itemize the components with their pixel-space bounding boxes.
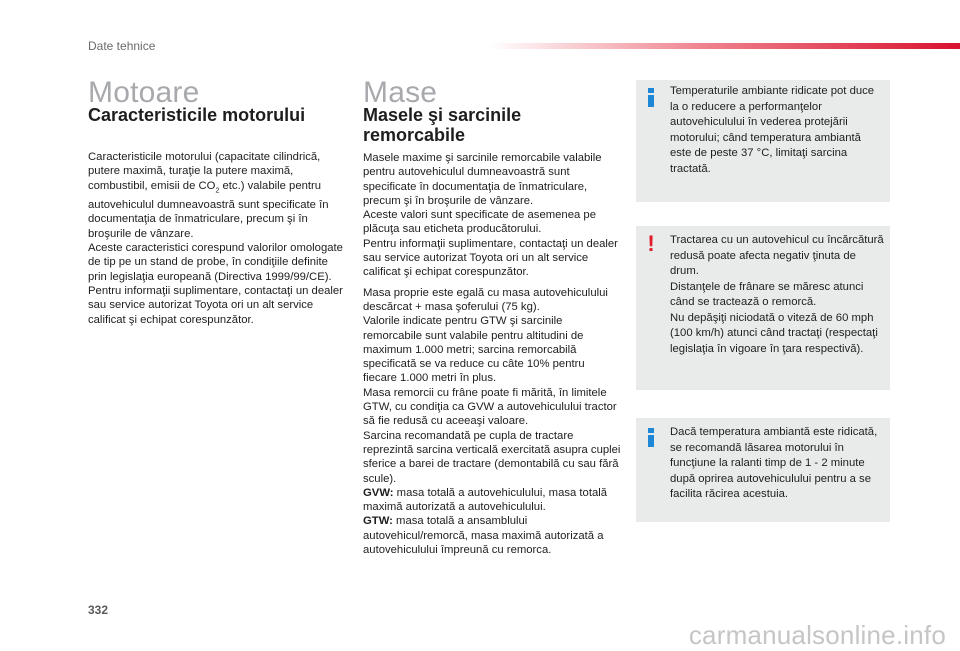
mase-paragraph-1: Masele maxime şi sarcinile remorcabile valabile pentru autovehiculul dumneavoastră sunt specificate în documentaţia de înmatriculare, precum şi în broşurile de vânzare. Aceste valori sunt specificate de asemenea pe plăcuţa sau eticheta producătorului. Pentru informaţii suplimentare, contactaţi un dealer sau service autorizat Toyota ori un alt service calificat şi echipat corespunzător. (363, 152, 618, 279)
info-icon (647, 428, 655, 447)
motoare-text-b: etc.) valabile pentru autovehiculul dumneavoastră sunt specificate în documentaţia de înmatriculare, precum şi în broşurile de vânzare. Aceste caracteristici corespund valorilor omologate de tip pe un stand de probe, în condiţiile definite prin legislaţia europeană (Directiva 1999/99/CE). Pentru informaţii suplimentare, contactaţi un dealer sau service autorizat Toyota ori un alt service calificat şi echipat corespunzător. (88, 179, 343, 326)
info-note-text-1: Temperaturile ambiante ridicate pot duce la o reducere a performanţelor autovehiculului în vederea protejării motorului; când temperatura ambiantă este de peste 37 °C, limitaţi sarcina tractată. (670, 85, 875, 175)
header-accent-line (490, 43, 960, 49)
info-note-text-2: Dacă temperatura ambiantă este ridicată, se recomandă lăsarea motorului în funcţiune la ralanti timp de 1 - 2 minute după oprirea autovehiculului pentru a se facilita răcirea acestuia. (670, 426, 878, 500)
motoare-body (88, 150, 346, 327)
warning-note-text: Tractarea cu un autovehicul cu încărcătură redusă poate afecta negativ ţinuta de drum. Distanţele de frânare se măresc atunci când se tractează o remorcă. Nu depăşiţi niciodată o viteză de 60 mph (100 km/h) atunci când tractaţi (respectaţi legislaţia în vigoare în ţara respectivă). (670, 234, 884, 355)
watermark: carmanualsonline.info (688, 620, 946, 650)
info-note-box-1 (636, 80, 890, 202)
gvw-definition (363, 486, 621, 515)
mase-title: Mase (363, 76, 438, 109)
mase-body (363, 151, 621, 557)
gvw-text: masa totală a autovehiculului, masa totală maximă autorizată a autovehiculului. (363, 486, 608, 514)
gtw-label: GTW: (363, 515, 393, 528)
info-icon (647, 88, 655, 107)
page-number: 332 (88, 603, 109, 617)
warning-note-box (636, 226, 890, 390)
motoare-subtitle: Caracteristicile motorului (88, 105, 306, 125)
mase-paragraph-2: Masa proprie este egală cu masa autovehiculului descărcat + masa şoferului (75 kg). Valorile indicate pentru GTW şi sarcinile remorcabile sunt valabile pentru altitudini de maximum 1.000 metri; sarcina remorcabilă specificată se va reduce cu câte 10% pentru fiecare 1.000 metri în plus. Masa remorcii cu frâne poate fi mărită, în limitele GTW, cu condiţia ca GVW a autovehiculului tractor să fie redusă cu aceeaşi valoare. Sarcina recomandată pe cupla de tractare reprezintă sarcina verticală exercitată asupra cuplei sferice a barei de tractare (demontabilă cu sau fără scule). (363, 286, 621, 485)
info-note-box-2 (636, 418, 890, 522)
warning-icon: ! (647, 231, 655, 256)
mase-subtitle: Masele şi sarcinile remorcabile (363, 105, 522, 145)
motoare-paragraph (88, 150, 346, 327)
co2-subscript: 2 (215, 186, 220, 194)
gvw-label: GVW: (363, 486, 394, 499)
gtw-text: masa totală a ansamblului autovehicul/remorcă, masa maximă autorizată a autovehiculului împreună cu remorca. (363, 515, 604, 557)
gtw-definition (363, 514, 621, 557)
motoare-title: Motoare (88, 76, 200, 109)
motoare-text-a: Caracteristicile motorului (capacitate cilindrică, putere maximă, turaţie la putere maximă, combustibil, emisii de CO (88, 151, 321, 192)
section-header: Date tehnice (88, 39, 156, 53)
